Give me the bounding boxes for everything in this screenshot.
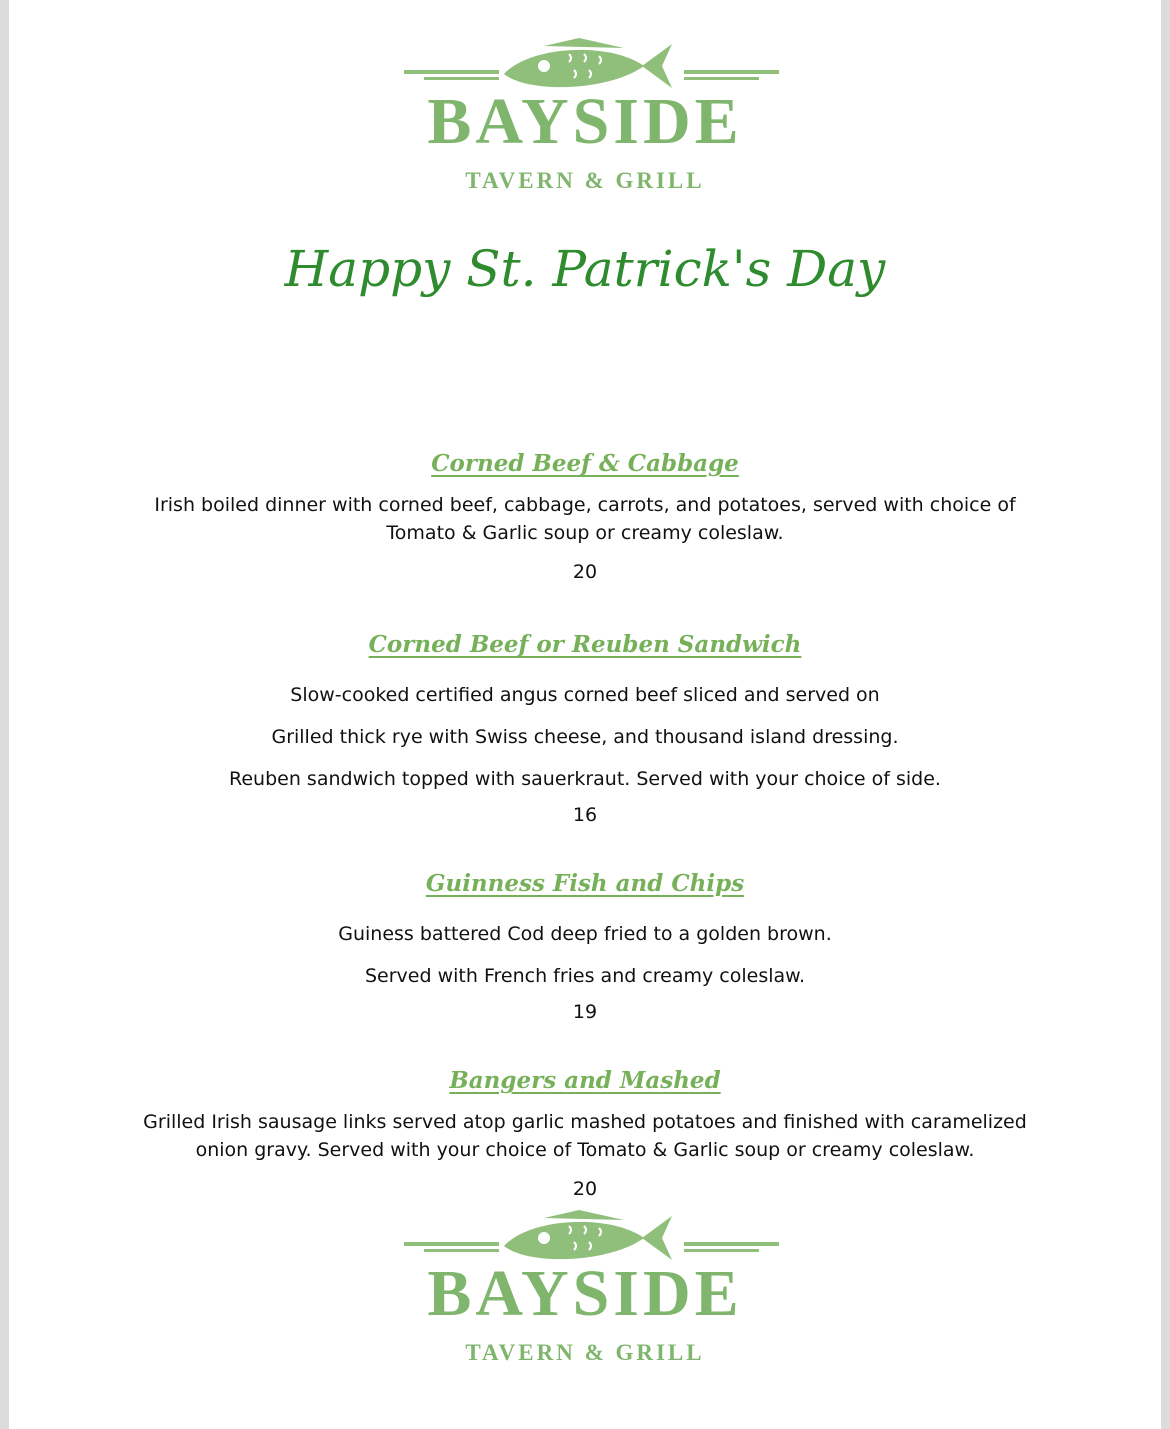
logo-tagline: TAVERN & GRILL (465, 1340, 705, 1365)
desc-line: Grilled Irish sausage links served atop garlic mashed potatoes and finished with caramelized (143, 1111, 1027, 1133)
desc-line: Slow-cooked certified angus corned beef sliced and served on (290, 684, 880, 706)
menu-item-price: 20 (572, 1178, 598, 1200)
menu-item (9, 1067, 1161, 1200)
logo-wordmark: BAYSIDE (427, 1257, 743, 1330)
desc-line: Irish boiled dinner with corned beef, cabbage, carrots, and potatoes, served with choice of (154, 494, 1016, 516)
menu-item-price: 16 (572, 804, 598, 826)
logo-wordmark: BAYSIDE (427, 85, 743, 158)
desc-line: Served with French fries and creamy coleslaw. (365, 965, 805, 987)
desc-line: Tomato & Garlic soup or creamy coleslaw. (386, 522, 784, 544)
greeting-title: Happy St. Patrick's Day (284, 240, 886, 298)
logo-bottom (9, 1208, 1161, 1378)
menu-item-name: Guinness Fish and Chips (425, 870, 745, 897)
desc-line: onion gravy. Served with your choice of Tomato & Garlic soup or creamy coleslaw. (195, 1139, 975, 1161)
menu-item (9, 870, 1161, 1023)
desc-line: Guiness battered Cod deep fried to a golden brown. (338, 923, 832, 945)
desc-line: Reuben sandwich topped with sauerkraut. Served with your choice of side. (229, 768, 941, 790)
logo-tagline: TAVERN & GRILL (465, 168, 705, 193)
menu-item-desc (9, 1108, 1161, 1164)
menu-item (9, 450, 1161, 583)
menu-item (9, 631, 1161, 826)
menu-item-desc (9, 913, 1161, 997)
menu-page (9, 0, 1161, 1429)
menu-item-desc (9, 674, 1161, 800)
menu-item-price: 20 (572, 561, 598, 583)
menu-item-name: Bangers and Mashed (449, 1067, 721, 1094)
desc-line: Grilled thick rye with Swiss cheese, and thousand island dressing. (271, 726, 899, 748)
logo-top (9, 36, 1161, 206)
menu-item-name: Corned Beef or Reuben Sandwich (368, 631, 802, 658)
menu-item-name: Corned Beef & Cabbage (431, 450, 739, 477)
menu-item-price: 19 (572, 1001, 598, 1023)
menu-item-desc (9, 491, 1161, 547)
